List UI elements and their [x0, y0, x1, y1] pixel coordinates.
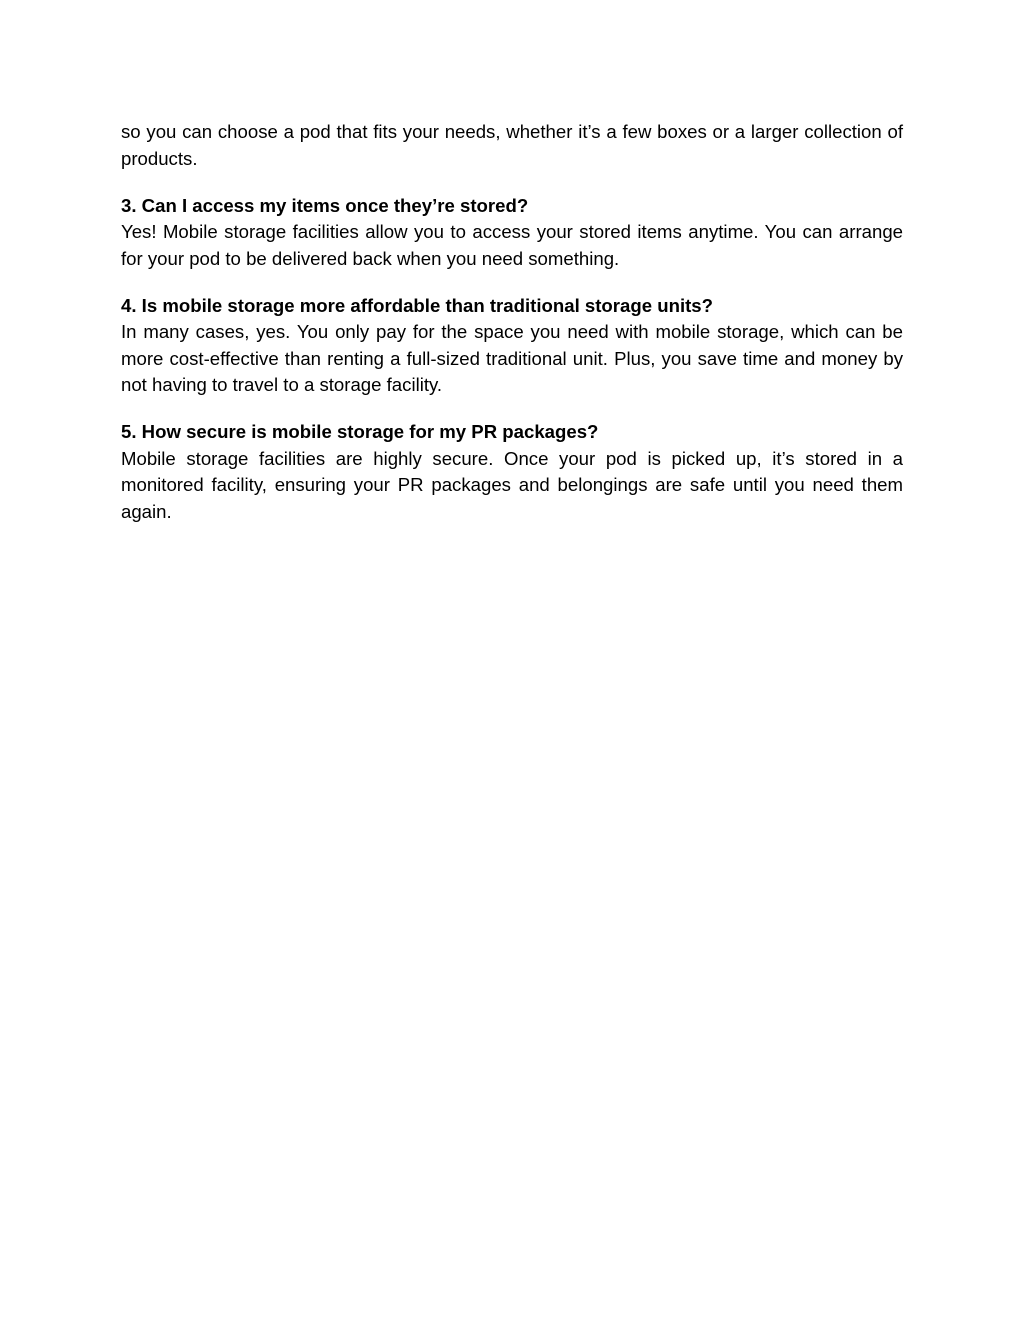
intro-paragraph: so you can choose a pod that fits your needs, whether it’s a few boxes or a larger collection of products.: [121, 121, 903, 169]
faq-answer: Mobile storage facilities are highly secure. Once your pod is picked up, it’s stored in a monitored facility, ensuring your PR packages and belongings are safe until you need them again.: [121, 447, 903, 522]
faq-question: 3. Can I access my items once they’re stored?: [121, 194, 529, 216]
faq-question: 4. Is mobile storage more affordable than traditional storage units?: [121, 294, 714, 316]
faq-item-3: [121, 193, 903, 273]
faq-answer: In many cases, yes. You only pay for the space you need with mobile storage, which can be more cost-effective than renting a full-sized traditional unit. Plus, you save time and money by not having to travel to a storage facility.: [121, 321, 903, 395]
faq-item-4: [121, 293, 903, 399]
faq-question: 5. How secure is mobile storage for my PR packages?: [121, 421, 599, 442]
faq-item-5: [121, 419, 903, 525]
document-page: [121, 119, 903, 525]
faq-answer: Yes! Mobile storage facilities allow you to access your stored items anytime. You can arrange for your pod to be delivered back when you need something.: [121, 221, 903, 269]
